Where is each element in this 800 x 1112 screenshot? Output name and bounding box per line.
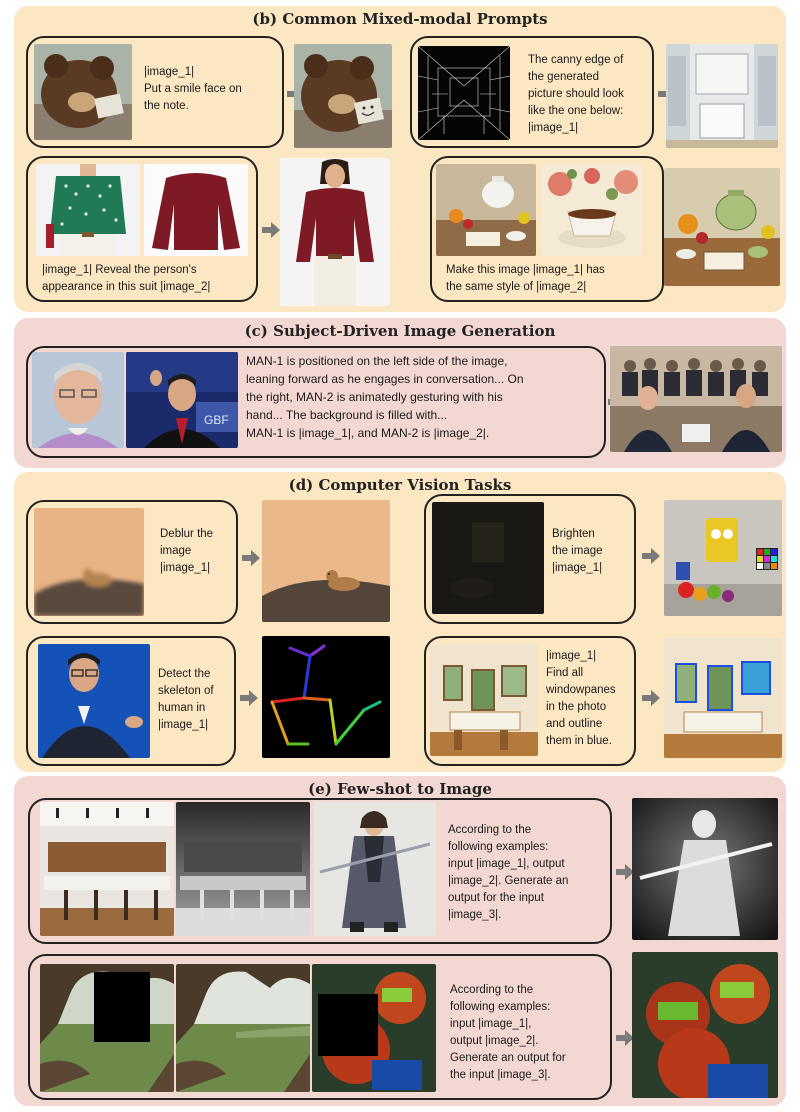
arrow-icon <box>242 550 260 566</box>
interior-depth-image <box>176 802 310 936</box>
red-top-image <box>144 164 248 256</box>
prompt-text-windowpanes: |image_1| Find all windowpanes in the photo and outline them in blue. <box>546 650 616 747</box>
man-1-image <box>32 352 124 448</box>
section-title: (c) Subject-Driven Image Generation <box>244 322 556 340</box>
teddy-bear-image <box>34 44 132 140</box>
man-2-image <box>126 352 238 448</box>
warrior-depth-output <box>632 798 778 940</box>
section-c-panel <box>14 318 786 468</box>
masked-cave-image <box>40 964 174 1092</box>
prompt-text-suit: |image_1| Reveal the person's appearance in this suit |image_2| <box>42 264 211 293</box>
kitchen-output-image <box>666 44 778 148</box>
kitchen-photo-image <box>430 644 538 756</box>
cave-image <box>176 964 310 1092</box>
speaker-image <box>38 644 150 758</box>
section-b-panel <box>14 6 786 312</box>
prompt-text-subject: MAN-1 is positioned on the left side of the image, leaning forward as he engages in conversation... On the right, MAN-2 is animatedly gesturing with his hand... The background is filled with... MAN-1 is |image_1|, and MAN-2 is |image_2|. <box>246 354 524 440</box>
warrior-image <box>314 802 436 936</box>
section-title: (e) Few-shot to Image <box>308 780 492 798</box>
prompt-text-canny: The canny edge of the generated picture should look like the one below: |image_1| <box>528 54 624 134</box>
prompt-text-style: Make this image |image_1| has the same style of |image_2| <box>446 264 605 293</box>
dark-image <box>432 502 544 614</box>
person-image <box>36 164 140 256</box>
skeleton-output-image <box>262 636 390 758</box>
brightened-output-image <box>664 500 782 616</box>
section-d-panel <box>14 472 786 772</box>
blurred-lion-image <box>34 508 144 616</box>
floral-cup-image <box>542 164 642 256</box>
prompt-text-depth: According to the following examples: input |image_1|, output |image_2|. Generate an output for the input |image_3|. <box>448 824 569 921</box>
arrow-icon <box>642 690 660 706</box>
masked-armor-image <box>312 964 436 1092</box>
prompt-text-deblur: Deblur the image |image_1| <box>160 528 214 574</box>
teddy-bear-smile-output <box>294 44 392 148</box>
section-title: (b) Common Mixed-modal Prompts <box>252 10 548 28</box>
section-e-panel <box>14 776 786 1106</box>
svg-text:GBF: GBF <box>204 413 229 427</box>
tea-photo-image <box>436 164 536 256</box>
armor-output-image <box>632 952 778 1098</box>
prompt-text-brighten: Brighten the image |image_1| <box>552 528 603 574</box>
interior-image <box>40 802 174 936</box>
prompt-text-skeleton: Detect the skeleton of human in |image_1| <box>158 668 214 731</box>
canny-edge-image <box>418 46 510 140</box>
subject-output-image <box>610 346 782 452</box>
styled-tea-output <box>664 168 780 286</box>
section-title: (d) Computer Vision Tasks <box>288 476 512 494</box>
person-red-top-output <box>280 158 390 306</box>
windowpanes-output-image <box>664 638 782 758</box>
prompt-text-smile: |image_1| Put a smile face on the note. <box>144 66 242 112</box>
arrow-icon <box>262 222 280 238</box>
arrow-icon <box>642 548 660 564</box>
arrow-icon <box>240 690 258 706</box>
deblurred-lion-output <box>262 500 390 622</box>
prompt-text-inpaint: According to the following examples: input |image_1|, output |image_2|. Generate an output for the input |image_3|. <box>450 984 566 1081</box>
